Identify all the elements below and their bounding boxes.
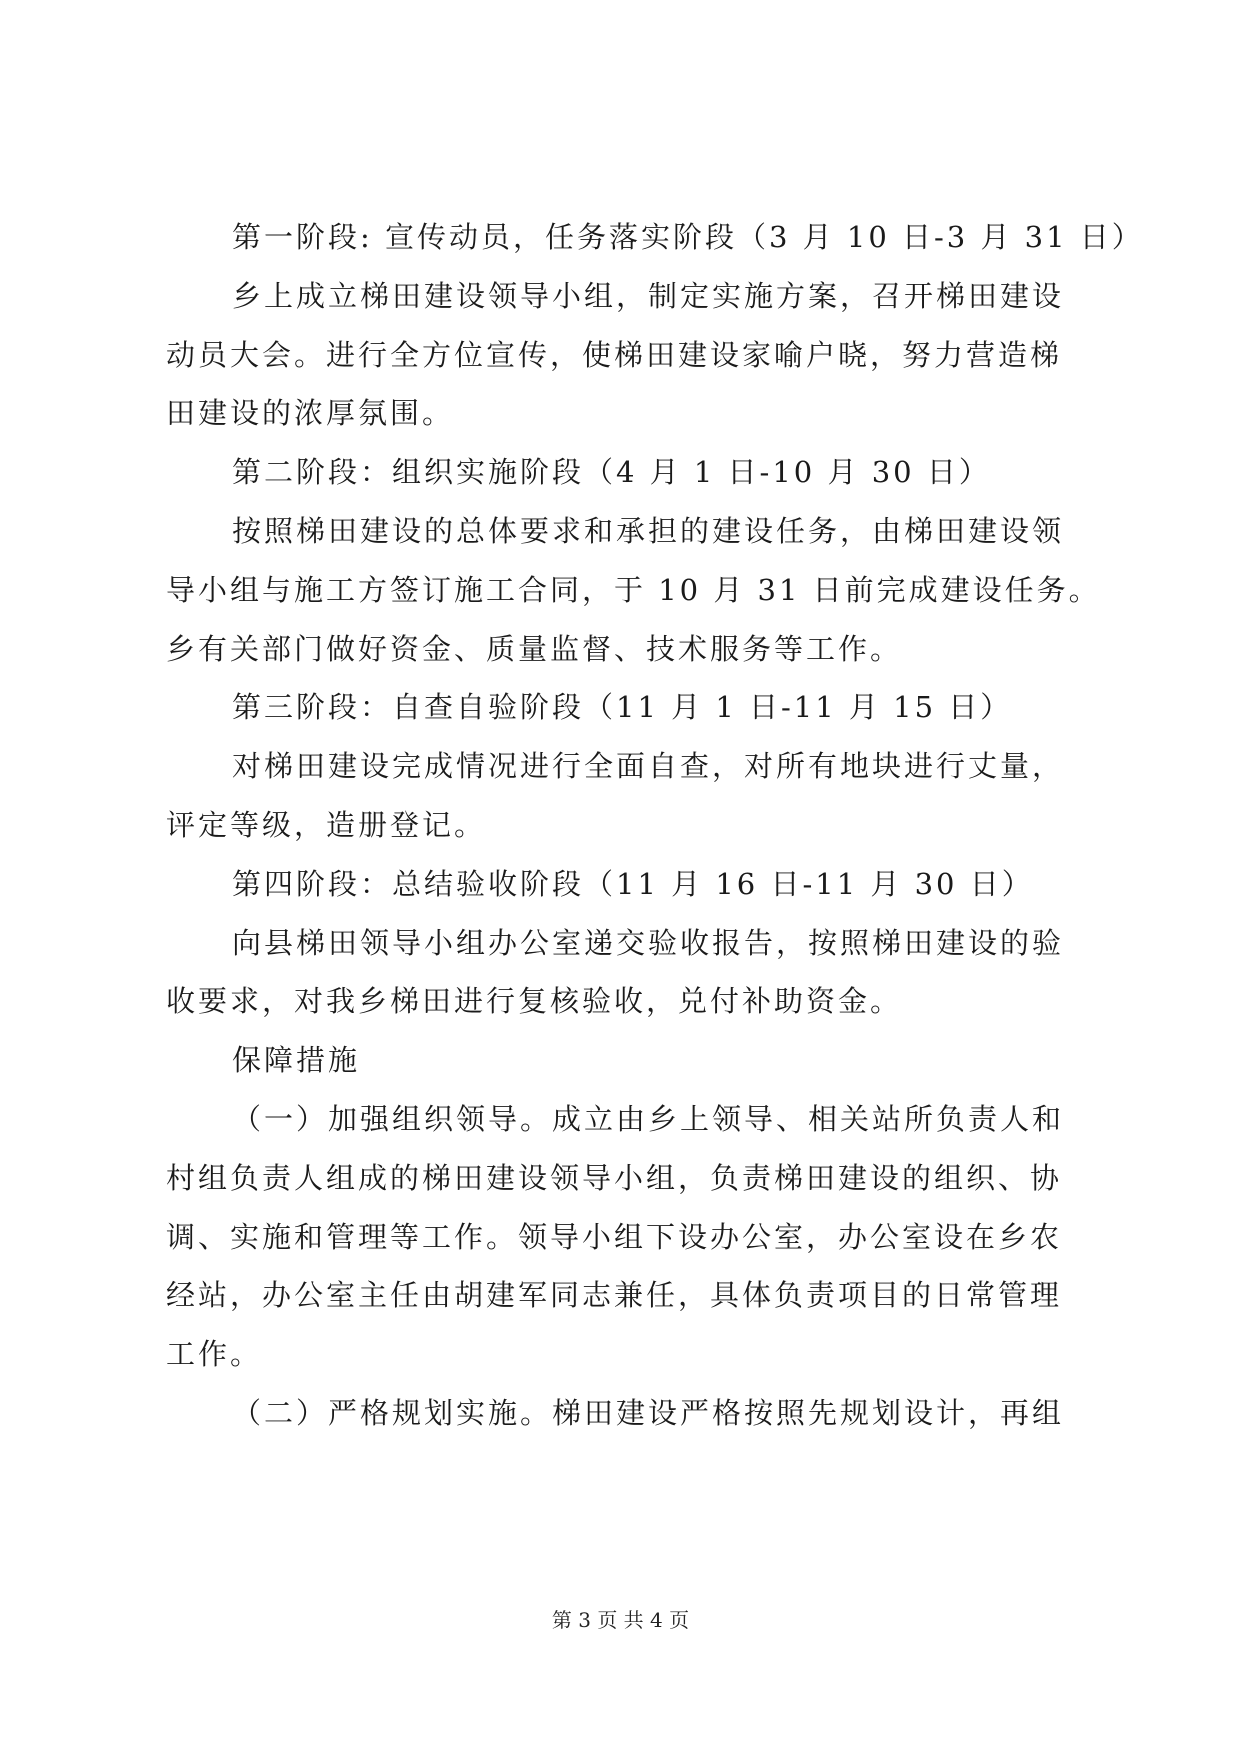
page-footer: 第 3 页 共 4 页 — [551, 1608, 690, 1632]
paragraph-line: 向县梯田领导小组办公室递交验收报告，按照梯田建设的验 — [232, 925, 1065, 960]
paragraph-line: 动员大会。进行全方位宣传，使梯田建设家喻户晓，努力营造梯 — [166, 337, 1063, 372]
document-body — [166, 208, 1144, 1443]
paragraph-line: 导小组与施工方签订施工合同，于 10 月 31 日前完成建设任务。 — [166, 572, 1101, 607]
paragraph-line: （一）加强组织领导。成立由乡上领导、相关站所负责人和 — [232, 1101, 1065, 1136]
stage-2-heading: 第二阶段：组织实施阶段（4 月 1 日-10 月 30 日） — [232, 455, 991, 490]
stage-1-heading: 第一阶段: 宣传动员，任务落实阶段（3 月 10 日-3 月 31 日） — [232, 220, 1144, 254]
stage-4-heading: 第四阶段：总结验收阶段（11 月 16 日-11 月 30 日） — [232, 866, 1034, 901]
paragraph-line: 田建设的浓厚氛围。 — [166, 396, 455, 431]
paragraph-line: 工作。 — [166, 1337, 263, 1372]
section-heading-safeguards: 保障措施 — [232, 1043, 361, 1078]
paragraph-line: 评定等级，造册登记。 — [166, 807, 487, 842]
paragraph-line: 乡有关部门做好资金、质量监督、技术服务等工作。 — [166, 631, 903, 666]
paragraph-line: 按照梯田建设的总体要求和承担的建设任务，由梯田建设领 — [232, 513, 1065, 548]
paragraph-line: 村组负责人组成的梯田建设领导小组，负责梯田建设的组织、协 — [166, 1160, 1063, 1195]
paragraph-line: （二）严格规划实施。梯田建设严格按照先规划设计，再组 — [232, 1395, 1065, 1430]
paragraph-line: 乡上成立梯田建设领导小组，制定实施方案，召开梯田建设 — [232, 278, 1065, 313]
stage-3-heading: 第三阶段：自查自验阶段（11 月 1 日-11 月 15 日） — [232, 690, 1013, 725]
paragraph-line: 对梯田建设完成情况进行全面自查，对所有地块进行丈量， — [232, 749, 1065, 784]
paragraph-line: 收要求，对我乡梯田进行复核验收，兑付补助资金。 — [166, 984, 903, 1019]
paragraph-line: 调、实施和管理等工作。领导小组下设办公室，办公室设在乡农 — [166, 1219, 1063, 1254]
paragraph-line: 经站，办公室主任由胡建军同志兼任，具体负责项目的日常管理 — [166, 1278, 1063, 1313]
